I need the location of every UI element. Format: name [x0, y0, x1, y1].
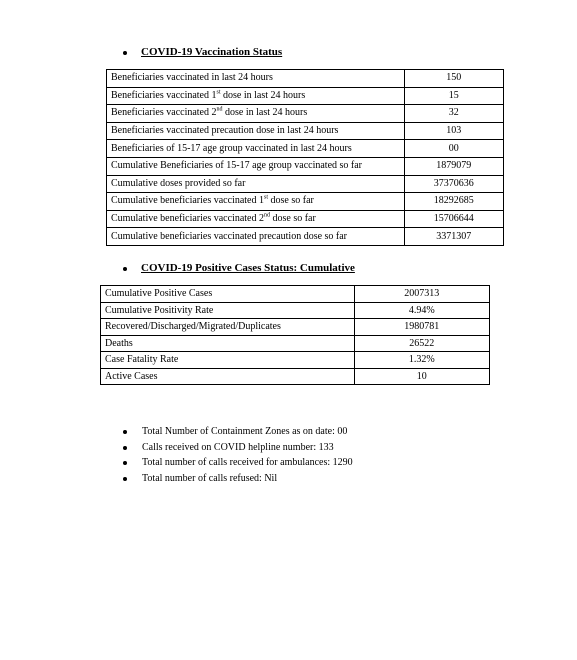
- bullet-icon: [123, 446, 127, 450]
- cases-table: [100, 285, 490, 385]
- table-row: [107, 87, 504, 105]
- table-row: [101, 352, 490, 369]
- row-label: [107, 122, 405, 140]
- row-value: 10: [354, 368, 489, 385]
- row-value: 32: [404, 105, 503, 123]
- label-text: Cumulative beneficiaries vaccinated 1: [111, 195, 264, 207]
- label-text: dose in last 24 hours: [222, 107, 308, 119]
- label-text: Cumulative beneficiaries vaccinated precaution dose so far: [111, 230, 348, 242]
- row-value: 1980781: [354, 319, 489, 336]
- note-text: Total number of calls received for ambulances: 1290: [142, 457, 353, 468]
- note-text: Total Number of Containment Zones as on date: 00: [142, 426, 348, 437]
- row-label: [107, 228, 405, 246]
- table-row: [107, 228, 504, 246]
- row-label: Recovered/Discharged/Migrated/Duplicates: [101, 319, 355, 336]
- row-label: Cumulative Positivity Rate: [101, 302, 355, 319]
- table-row: [101, 368, 490, 385]
- row-value: 1879079: [404, 157, 503, 175]
- label-text: Beneficiaries vaccinated in last 24 hours: [111, 72, 273, 84]
- table-row: [107, 175, 504, 193]
- note-text: Calls received on COVID helpline number: 133: [142, 441, 334, 453]
- bullet-icon: [123, 51, 127, 55]
- row-value: 18292685: [404, 193, 503, 211]
- row-value: 150: [404, 70, 503, 88]
- row-value: 00: [404, 140, 503, 158]
- ordinal-suffix: nd: [216, 107, 223, 114]
- table-row: [107, 157, 504, 175]
- row-value: 15706644: [404, 210, 503, 228]
- vaccination-table-body: [107, 70, 504, 246]
- bullet-icon: [123, 267, 127, 271]
- row-label: Case Fatality Rate: [101, 352, 355, 369]
- cases-table-body: [101, 286, 490, 385]
- note-text: Total number of calls refused: Nil: [142, 472, 278, 484]
- row-label: Deaths: [101, 335, 355, 352]
- notes-list: [122, 424, 353, 486]
- row-value: 37370636: [404, 175, 503, 193]
- row-label: [107, 193, 405, 211]
- ordinal-suffix: nd: [264, 212, 270, 219]
- table-row: [107, 140, 504, 158]
- row-value: 2007313: [354, 286, 489, 303]
- table-row: [107, 70, 504, 88]
- label-text: Cumulative beneficiaries vaccinated 2: [111, 213, 264, 225]
- cases-heading: COVID-19 Positive Cases Status: Cumulative: [141, 262, 355, 274]
- label-text: Beneficiaries vaccinated 2: [111, 107, 217, 119]
- table-row: [107, 193, 504, 211]
- row-label: [107, 70, 405, 88]
- table-row: [101, 286, 490, 303]
- list-item: [122, 424, 353, 440]
- ordinal-suffix: st: [216, 89, 221, 96]
- label-text: dose so far: [270, 213, 316, 225]
- row-value: 1.32%: [354, 352, 489, 369]
- row-value: 103: [404, 122, 503, 140]
- table-row: [107, 122, 504, 140]
- vaccination-table: [106, 69, 504, 246]
- row-value: 26522: [354, 335, 489, 352]
- label-text: dose so far: [268, 195, 314, 207]
- table-row: [101, 302, 490, 319]
- row-label: [107, 140, 405, 158]
- bullet-icon: [123, 430, 127, 434]
- row-label: [107, 105, 405, 123]
- table-row: [107, 105, 504, 123]
- list-item: [122, 455, 353, 471]
- list-item: [122, 440, 353, 456]
- label-text: Beneficiaries vaccinated precaution dose in last 24 hours: [111, 125, 339, 137]
- table-row: [107, 210, 504, 228]
- bullet-icon: [123, 461, 127, 465]
- row-label: [107, 175, 405, 193]
- row-label: Active Cases: [101, 368, 355, 385]
- table-row: [101, 335, 490, 352]
- label-text: Cumulative Beneficiaries of 15-17 age group vaccinated so far: [111, 160, 363, 172]
- vaccination-heading: COVID-19 Vaccination Status: [141, 46, 283, 58]
- bullet-icon: [123, 477, 127, 481]
- list-item: [122, 471, 353, 487]
- row-label: [107, 210, 405, 228]
- ordinal-suffix: st: [264, 195, 269, 202]
- row-value: 4.94%: [354, 302, 489, 319]
- row-label: Cumulative Positive Cases: [101, 286, 355, 303]
- label-text: dose in last 24 hours: [220, 89, 306, 101]
- label-text: Beneficiaries vaccinated 1: [111, 89, 217, 101]
- label-text: Cumulative doses provided so far: [111, 177, 246, 189]
- row-label: [107, 157, 405, 175]
- row-value: 15: [404, 87, 503, 105]
- row-value: 3371307: [404, 228, 503, 246]
- label-text: Beneficiaries of 15-17 age group vaccinated in last 24 hours: [111, 142, 352, 154]
- row-label: [107, 87, 405, 105]
- table-row: [101, 319, 490, 336]
